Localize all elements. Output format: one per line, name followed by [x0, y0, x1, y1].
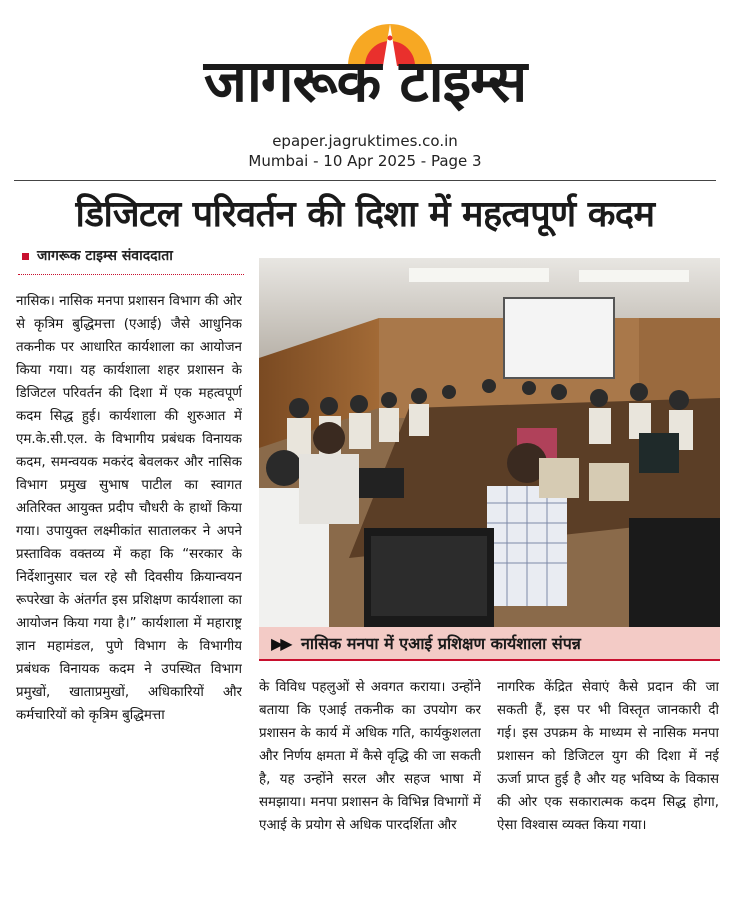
photo-caption-text: नासिक मनपा में एआई प्रशिक्षण कार्यशाला संपन्न — [301, 634, 581, 653]
edition-dateline: Mumbai - 10 Apr 2025 - Page 3 — [248, 152, 482, 170]
header-divider — [14, 180, 716, 181]
photo-caption — [259, 627, 720, 661]
article-photo[interactable] — [259, 258, 720, 627]
article-column-left: नासिक। नासिक मनपा प्रशासन विभाग की ओर से कृत्रिम बुद्धिमत्ता (एआई) जैसे आधुनिक तकनीक पर आधारित कार्यशाला का आयोजन किया गया। यह कार्यशाला शहर प्रशासन के डिजिटल परिवर्तन की दिशा में एक महत्वपूर्ण कदम सिद्ध हुई। कार्यशाला की शुरुआत में एम.के.सी.एल. के विभागीय प्रबंधक विनायक कदम, समन्वयक मकरंद बेवलकर और नासिक विभाग प्रमुख सुभाष पाटील का स्वागत अतिरिक्त आयुक्त प्रदीप चौधरी के हाथों किया गया। उपायुक्त लक्ष्मीकांत सातालकर ने अपने प्रस्ताविक वक्तव्य में कहा कि “सरकार के निर्देशानुसार चल रहे सौ दिवसीय क्रियान्वयन रूपरेखा के अंतर्गत इस प्रशिक्षण कार्यशाला का आयोजन किया गया है।” कार्यशाला में महाराष्ट्र ज्ञान महामंडल, पुणे विभाग के विभागीय प्रबंधक विनायक कदम ने उपस्थित विभाग प्रमुखों, खाताप्रमुखों, अधिकारियों और कर्मचारियों को कृत्रिम बुद्धिमत्ता — [16, 294, 242, 723]
article-column-right: नागरिक केंद्रित सेवाएं कैसे प्रदान की जा सकती हैं, इस पर भी विस्तृत जानकारी दी गई। इस उपक्रम के माध्यम से नासिक मनपा प्रशासन को डिजिटल युग की दिशा में नई ऊर्जा प्राप्त हुई है और यह भविष्य के विकास की ओर एक सकारात्मक कदम सिद्ध होगा, ऐसा विश्वास व्यक्त किया गया। — [497, 680, 719, 833]
byline-bullet-icon — [22, 253, 29, 260]
masthead — [0, 0, 730, 180]
newspaper-logo[interactable] — [170, 8, 560, 116]
article-column-middle: के विविध पहलुओं से अवगत कराया। उन्होंने बताया कि एआई तकनीक का उपयोग कर प्रशासन के कार्य में अधिक गति, कार्यकुशलता और निर्णय क्षमता में कैसे वृद्धि की जा सकती है, यह उन्होंने सरल और सहज भाषा में समझाया। मनपा प्रशासन के विभिन्न विभागों में एआई के प्रयोग से अधिक पारदर्शिता और — [259, 680, 481, 833]
byline-divider — [18, 274, 244, 275]
site-url[interactable]: epaper.jagruktimes.co.in — [272, 132, 458, 150]
conference-room-photo — [259, 258, 720, 627]
article-headline: डिजिटल परिवर्तन की दिशा में महत्वपूर्ण कदम — [75, 194, 655, 235]
byline-text: जागरूक टाइम्स संवाददाता — [37, 248, 173, 264]
double-chevron-right-icon: ▶▶ — [271, 634, 290, 653]
logo-wordmark: जागरूक टाइम्स — [203, 47, 527, 115]
byline — [22, 246, 242, 266]
